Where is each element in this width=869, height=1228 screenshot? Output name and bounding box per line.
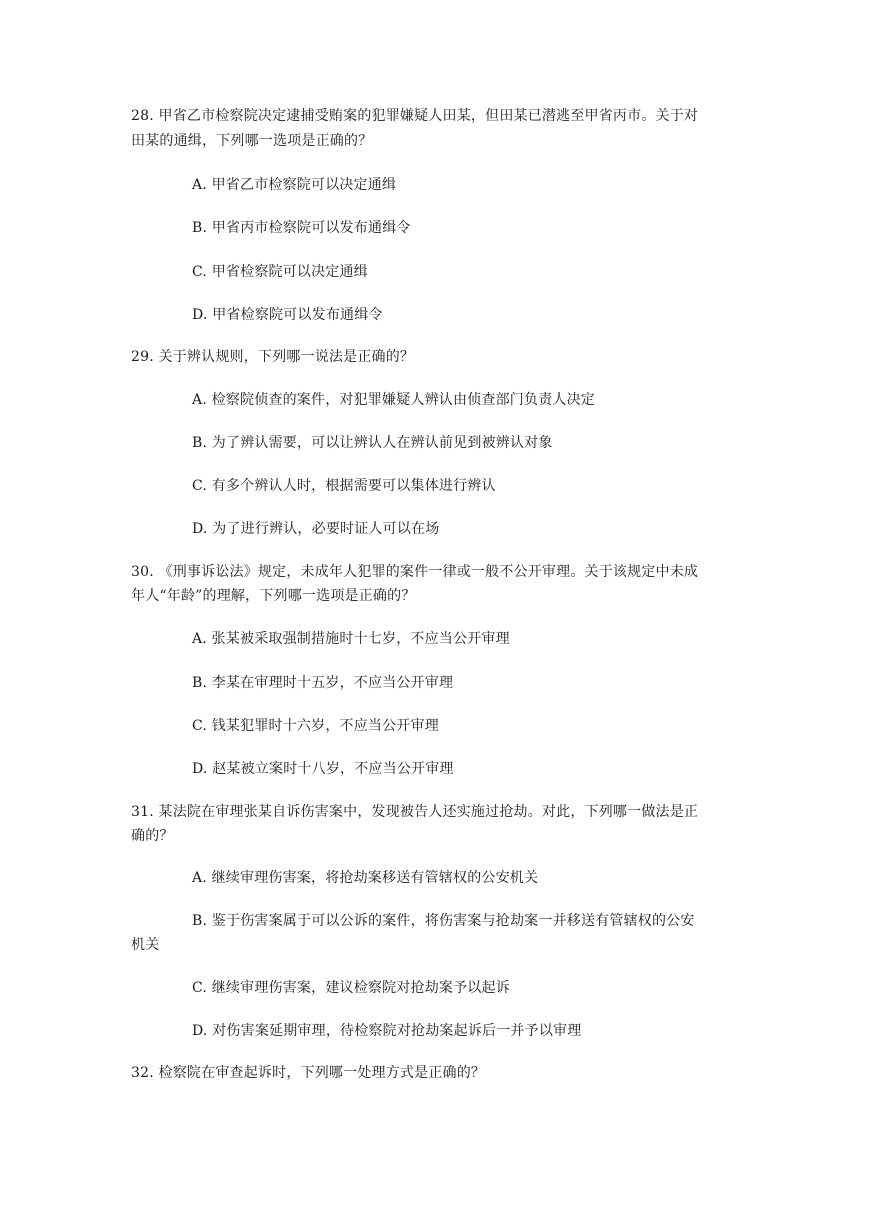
question-28-line-2: 田某的通缉，下列哪一选项是正确的？ — [131, 133, 373, 149]
question-31-option-c: C. 继续审理伤害案，建议检察院对抢劫案予以起诉 — [192, 980, 510, 996]
question-30-option-a: A. 张某被采取强制措施时十七岁，不应当公开审理 — [192, 631, 510, 647]
question-30-option-b: B. 李某在审理时十五岁，不应当公开审理 — [192, 675, 454, 691]
question-28-line-1: 28. 甲省乙市检察院决定逮捕受贿案的犯罪嫌疑人田某，但田某已潜逃至甲省丙市。关于对 — [131, 108, 699, 124]
question-29-option-b: B. 为了辨认需要，可以让辨认人在辨认前见到被辨认对象 — [192, 435, 553, 451]
question-28-option-b: B. 甲省丙市检察院可以发布通缉令 — [192, 220, 411, 236]
question-32-line-1: 32. 检察院在审查起诉时，下列哪一处理方式是正确的？ — [131, 1065, 486, 1081]
question-31-option-b-line-2: 机关 — [131, 937, 160, 953]
question-31-option-b-line-1: B. 鉴于伤害案属于可以公诉的案件，将伤害案与抢劫案一并移送有管辖权的公安 — [192, 913, 695, 929]
question-30-line-1: 30. 《刑事诉讼法》规定，未成年人犯罪的案件一律或一般不公开审理。关于该规定中未成 — [131, 564, 699, 580]
question-28-option-c: C. 甲省检察院可以决定通缉 — [192, 264, 368, 280]
question-30-option-d: D. 赵某被立案时十八岁，不应当公开审理 — [192, 761, 454, 777]
question-31-option-a: A. 继续审理伤害案，将抢劫案移送有管辖权的公安机关 — [192, 870, 539, 886]
question-28-option-d: D. 甲省检察院可以发布通缉令 — [192, 307, 383, 323]
question-31-line-2: 确的？ — [131, 828, 174, 844]
question-29-option-c: C. 有多个辨认人时，根据需要可以集体进行辨认 — [192, 478, 496, 494]
question-30-option-c: C. 钱某犯罪时十六岁，不应当公开审理 — [192, 718, 439, 734]
question-29-option-d: D. 为了进行辨认，必要时证人可以在场 — [192, 521, 440, 537]
question-29-line-1: 29. 关于辨认规则，下列哪一说法是正确的？ — [131, 349, 415, 365]
question-29-option-a: A. 检察院侦查的案件，对犯罪嫌疑人辨认由侦查部门负责人决定 — [192, 392, 596, 408]
question-31-line-1: 31. 某法院在审理张某自诉伤害案中，发现被告人还实施过抢劫。对此，下列哪一做法是正 — [131, 804, 699, 820]
question-28-option-a: A. 甲省乙市检察院可以决定通缉 — [192, 177, 397, 193]
question-31-option-d: D. 对伤害案延期审理，待检察院对抢劫案起诉后一并予以审理 — [192, 1023, 582, 1039]
question-30-line-2: 年人“年龄”的理解，下列哪一选项是正确的？ — [131, 588, 416, 604]
